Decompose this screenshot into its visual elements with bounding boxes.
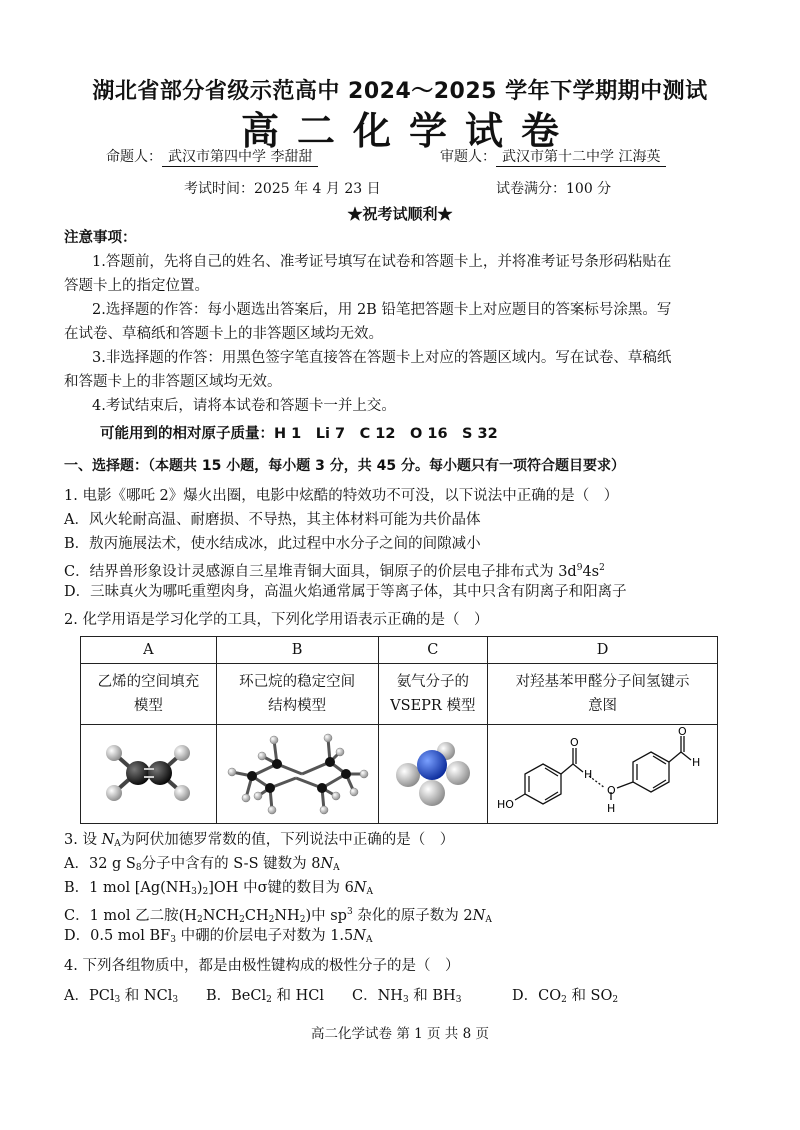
q3-a-pre: A．32 g S bbox=[64, 856, 136, 872]
q3-b-na: N bbox=[353, 880, 367, 896]
q2-image-d bbox=[488, 725, 718, 824]
q3-c-t4: )中 sp bbox=[305, 908, 347, 924]
q4-c-pre: C．NH bbox=[352, 988, 403, 1004]
q1-stem: 1. 电影《哪吒 2》爆火出圈，电影中炫酷的特效功不可没，以下说法中正确的是（ ） bbox=[64, 488, 619, 504]
q2-desc-b-2: 结构模型 bbox=[268, 698, 327, 714]
section-heading: 一、选择题：（本题共 15 小题，每小题 3 分，共 45 分。每小题只有一项符合题目要求） bbox=[64, 458, 625, 474]
q3-option-b bbox=[64, 878, 373, 902]
q3-b-pre: B．1 mol [Ag(NH bbox=[64, 880, 192, 896]
q2-desc-a-1: 乙烯的空间填充 bbox=[97, 674, 200, 690]
q3-na-sub: A bbox=[114, 839, 121, 849]
notice-item-4: 4.考试结束后，请将本试卷和答题卡一并上交。 bbox=[92, 398, 396, 414]
q3-c-t1: NCH bbox=[202, 908, 240, 924]
q4-d-pre: D．CO bbox=[512, 988, 562, 1004]
q4-option-c bbox=[352, 986, 461, 1010]
q3-c-post: 杂化的原子数为 2 bbox=[352, 908, 473, 924]
q4-a-s1: 3 bbox=[114, 995, 121, 1005]
q2-header-c: C bbox=[378, 637, 488, 664]
notice-item-3-cont: 和答题卡上的非答题区域均无效。 bbox=[64, 374, 282, 390]
blessing: ★祝考试顺利★ bbox=[347, 205, 453, 223]
q3-a-na: N bbox=[320, 856, 334, 872]
author-label: 命题人： bbox=[106, 149, 162, 165]
label-ho: HO bbox=[496, 798, 514, 811]
notice-item-1-cont: 答题卡上的指定位置。 bbox=[64, 278, 209, 294]
q3-d-pre: D．0.5 mol BF bbox=[64, 928, 171, 944]
q4-b-post: 和 HCl bbox=[271, 988, 324, 1004]
q2-desc-d-2: 意图 bbox=[588, 698, 618, 714]
q3-na: N bbox=[101, 832, 115, 848]
q3-a-na-sub: A bbox=[333, 863, 340, 873]
q3-b-na-sub: A bbox=[366, 887, 373, 897]
q4-c-mid: 和 BH bbox=[408, 988, 456, 1004]
reviewer-value: 武汉市第十二中学 江海英 bbox=[496, 149, 666, 167]
q2-header-b: B bbox=[216, 637, 378, 664]
q3-a-post: 分子中含有的 S-S 键数为 8 bbox=[141, 856, 321, 872]
q3-b-mid: ) bbox=[196, 880, 203, 896]
q3-d-na-sub: A bbox=[365, 935, 373, 945]
q2-desc-b bbox=[216, 664, 378, 725]
q2-desc-a-2: 模型 bbox=[133, 698, 163, 714]
q3-option-a bbox=[64, 854, 340, 878]
notice-item-2: 2.选择题的作答：每小题选出答案后，用 2B 铅笔把答题卡上对应题目的答案标号涂黑。写 bbox=[92, 302, 672, 318]
q4-c-s2: 3 bbox=[455, 995, 462, 1005]
label-h2: H bbox=[691, 756, 700, 769]
q2-desc-c-1: 氨气分子的 bbox=[396, 674, 470, 690]
q3-d-post: 中硼的价层电子对数为 1.5 bbox=[175, 928, 354, 944]
q1-option-a: A．风火轮耐高温、耐磨损、不导热，其主体材料可能为共价晶体 bbox=[64, 512, 481, 528]
label-o2: O bbox=[677, 726, 687, 738]
q4-option-b bbox=[206, 986, 324, 1010]
q3-c-s4: 2 bbox=[299, 915, 306, 925]
author-value: 武汉市第四中学 李甜甜 bbox=[162, 149, 318, 167]
q3-d-na: N bbox=[353, 928, 366, 944]
q3-stem-pre: 3. 设 bbox=[64, 832, 102, 848]
q3-c-t2: CH bbox=[244, 908, 269, 924]
exam-time: 考试时间：2025 年 4 月 23 日 bbox=[184, 181, 381, 197]
q3-c-s3: 2 bbox=[268, 915, 275, 925]
q3-c-s1: 2 bbox=[196, 915, 203, 925]
q4-d-s1: 2 bbox=[561, 995, 567, 1005]
q3-b-post: ]OH 中σ键的数目为 6 bbox=[208, 880, 354, 896]
ammonia-vsepr-model bbox=[388, 727, 478, 817]
notice-item-1: 1.答题前，先将自己的姓名、准考证号填写在试卷和答题卡上，并将准考证号条形码粘贴在 bbox=[92, 254, 672, 270]
notice-item-3: 3.非选择题的作答：用黑色签字笔直接答在答题卡上对应的答题区域内。写在试卷、草稿纸 bbox=[92, 350, 672, 366]
q3-c-s2: 2 bbox=[239, 915, 245, 925]
q3-stem-post: 为阿伏加德罗常数的值，下列说法中正确的是（ ） bbox=[120, 832, 455, 848]
q1-c-text: C．结界兽形象设计灵感源自三星堆青铜大面具，铜原子的价层电子排布式为 3d bbox=[64, 564, 577, 580]
q3-c-sup: 3 bbox=[346, 907, 353, 917]
q4-c-s1: 3 bbox=[402, 995, 409, 1005]
q3-d-sub: 3 bbox=[170, 935, 176, 945]
label-h1: H bbox=[583, 768, 592, 781]
q4-b-pre: B．BeCl bbox=[206, 988, 267, 1004]
q2-desc-a bbox=[81, 664, 217, 725]
q2-image-a bbox=[81, 725, 217, 824]
label-o3: O bbox=[606, 784, 616, 797]
q1-c-sup1: 9 bbox=[576, 563, 583, 573]
q3-c-na: N bbox=[472, 908, 486, 924]
q1-option-d: D．三昧真火为哪吒重塑肉身，高温火焰通常属于等离子体，其中只含有阴离子和阳离子 bbox=[64, 584, 627, 600]
cyclohexane-chair-model bbox=[222, 726, 372, 818]
q2-desc-d bbox=[488, 664, 718, 725]
reviewer-label: 审题人： bbox=[440, 149, 496, 165]
q4-d-mid: 和 SO bbox=[566, 988, 613, 1004]
q2-desc-c bbox=[378, 664, 488, 725]
q3-a-sub: 8 bbox=[135, 863, 142, 873]
q1-c-sup2: 2 bbox=[599, 563, 605, 573]
q3-stem bbox=[64, 830, 454, 854]
label-h3: H bbox=[606, 802, 615, 815]
q4-option-d bbox=[512, 986, 618, 1010]
q4-b-s1: 2 bbox=[266, 995, 272, 1005]
q2-desc-c-2: VSEPR 模型 bbox=[390, 698, 476, 714]
atomic-mass-line: 可能用到的相对原子质量：H 1 Li 7 C 12 O 16 S 32 bbox=[100, 426, 498, 442]
q4-a-pre: A．PCl bbox=[64, 988, 115, 1004]
exam-title-line1: 湖北省部分省级示范高中 2024～2025 学年下学期期中测试 bbox=[92, 79, 708, 104]
q2-desc-b-1: 环己烷的稳定空间 bbox=[239, 674, 356, 690]
exam-title: 高二化学试卷 bbox=[240, 109, 577, 153]
q3-c-t3: NH bbox=[274, 908, 300, 924]
reviewer-line bbox=[440, 146, 666, 166]
q3-c-na-sub: A bbox=[485, 915, 492, 925]
q2-header-d: D bbox=[488, 637, 718, 664]
q1-c-mid: 4s bbox=[582, 564, 600, 580]
q1-option-b: B．敖丙施展法术，使水结成冰，此过程中水分子之间的间隙减小 bbox=[64, 536, 481, 552]
q2-stem: 2. 化学用语是学习化学的工具，下列化学用语表示正确的是（ ） bbox=[64, 612, 489, 628]
page-footer: 高二化学试卷 第 1 页 共 8 页 bbox=[311, 1026, 489, 1042]
notice-heading: 注意事项： bbox=[64, 229, 137, 246]
label-o1: O bbox=[569, 736, 579, 749]
ethylene-space-filling-model bbox=[88, 727, 208, 817]
q1-option-c bbox=[64, 558, 605, 582]
q2-options-table bbox=[80, 636, 718, 824]
full-score: 试卷满分：100 分 bbox=[496, 181, 612, 197]
q4-option-a bbox=[64, 986, 178, 1010]
q4-d-s2: 2 bbox=[612, 995, 619, 1005]
q3-c-pre: C．1 mol 乙二胺(H bbox=[64, 908, 197, 924]
author-line bbox=[106, 146, 318, 166]
notice-item-2-cont: 在试卷、草稿纸和答题卡上的非答题区域均无效。 bbox=[64, 326, 383, 342]
q2-image-b bbox=[216, 725, 378, 824]
q4-a-mid: 和 NCl bbox=[120, 988, 173, 1004]
q2-image-c bbox=[378, 725, 488, 824]
hydrogen-bond-diagram bbox=[493, 726, 713, 818]
q4-a-s2: 3 bbox=[172, 995, 179, 1005]
q3-b-sub1: 3 bbox=[191, 887, 197, 897]
q2-desc-d-1: 对羟基苯甲醛分子间氢键示 bbox=[515, 674, 690, 690]
q4-stem: 4. 下列各组物质中，都是由极性键构成的极性分子的是（ ） bbox=[64, 958, 460, 974]
q3-option-d bbox=[64, 926, 372, 950]
q2-header-a: A bbox=[81, 637, 217, 664]
q3-b-sub2: 2 bbox=[202, 887, 209, 897]
